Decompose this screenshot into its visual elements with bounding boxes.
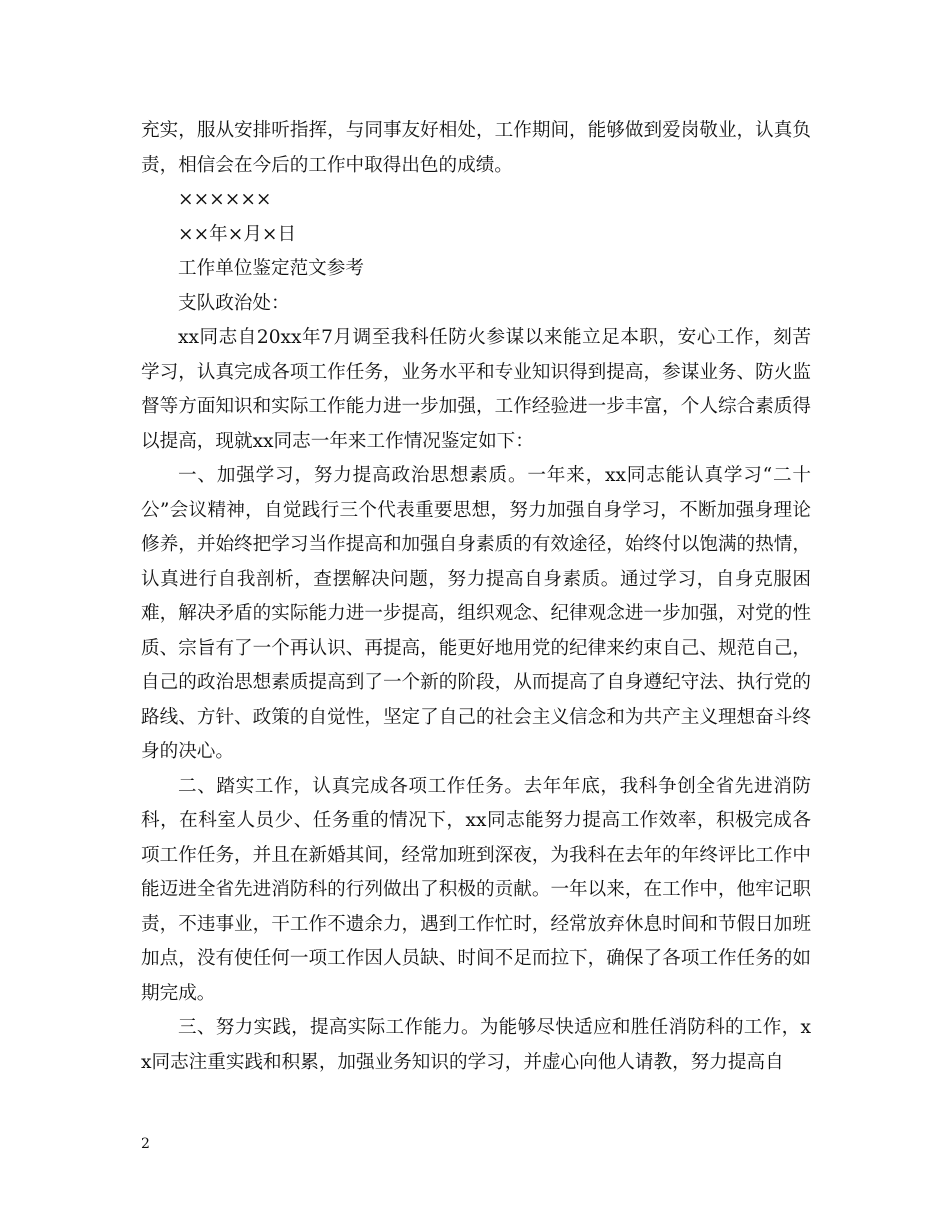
- date-placeholder: ××年×月×日: [178, 223, 297, 245]
- paragraph-section-three: 三、努力实践，提高实际工作能力。为能够尽快适应和胜任消防科的工作，xx同志注重实践和积累，加强业务知识的学习，并虚心向他人请教，努力提高自: [141, 1017, 811, 1073]
- page-number: 2: [141, 1136, 150, 1152]
- salutation: 支队政治处：: [178, 292, 290, 314]
- document-body: [141, 114, 811, 1080]
- paragraph-continuation: 充实，服从安排听指挥，与同事友好相处，工作期间，能够做到爱岗敬业，认真负责，相信会在今后的工作中取得出色的成绩。: [141, 120, 811, 176]
- signature-placeholder: ××××××: [178, 189, 272, 210]
- paragraph-section-two: 二、踏实工作，认真完成各项工作任务。去年年底，我科争创全省先进消防科，在科室人员少、任务重的情况下，xx同志能努力提高工作效率，积极完成各项工作任务，并且在新婚其间，经常加班到深夜，为我科在去年的年终评比工作中能迈进全省先进消防科的行列做出了积极的贡献。一年以来，在工作中，他牢记职责，不违事业，干工作不遗余力，遇到工作忙时，经常放弃休息时间和节假日加班加点，没有使任何一项工作因人员缺、时间不足而拉下，确保了各项工作任务的如期完成。: [141, 775, 811, 1004]
- paragraph-intro: xx同志自20xx年7月调至我科任防火参谋以来能立足本职，安心工作，刻苦学习，认真完成各项工作任务，业务水平和专业知识得到提高，参谋业务、防火监督等方面知识和实际工作能力进一步加强，工作经验进一步丰富，个人综合素质得以提高，现就xx同志一年来工作情况鉴定如下：: [141, 327, 811, 452]
- paragraph-section-one: 一、加强学习，努力提高政治思想素质。一年来，xx同志能认真学习“二十公”会议精神，自觉践行三个代表重要思想，努力加强自身学习，不断加强身理论修养，并始终把学习当作提高和加强自身素质的有效途径，始终付以饱满的热情，认真进行自我剖析，查摆解决问题，努力提高自身素质。通过学习，自身克服困难，解决矛盾的实际能力进一步提高，组织观念、纪律观念进一步加强，对党的性质、宗旨有了一个再认识、再提高，能更好地用党的纪律来约束自己、规范自己，自己的政治思想素质提高到了一个新的阶段，从而提高了自身遵纪守法、执行党的路线、方针、政策的自觉性，坚定了自己的社会主义信念和为共产主义理想奋斗终身的决心。: [141, 465, 811, 762]
- section-title: 工作单位鉴定范文参考: [178, 258, 364, 279]
